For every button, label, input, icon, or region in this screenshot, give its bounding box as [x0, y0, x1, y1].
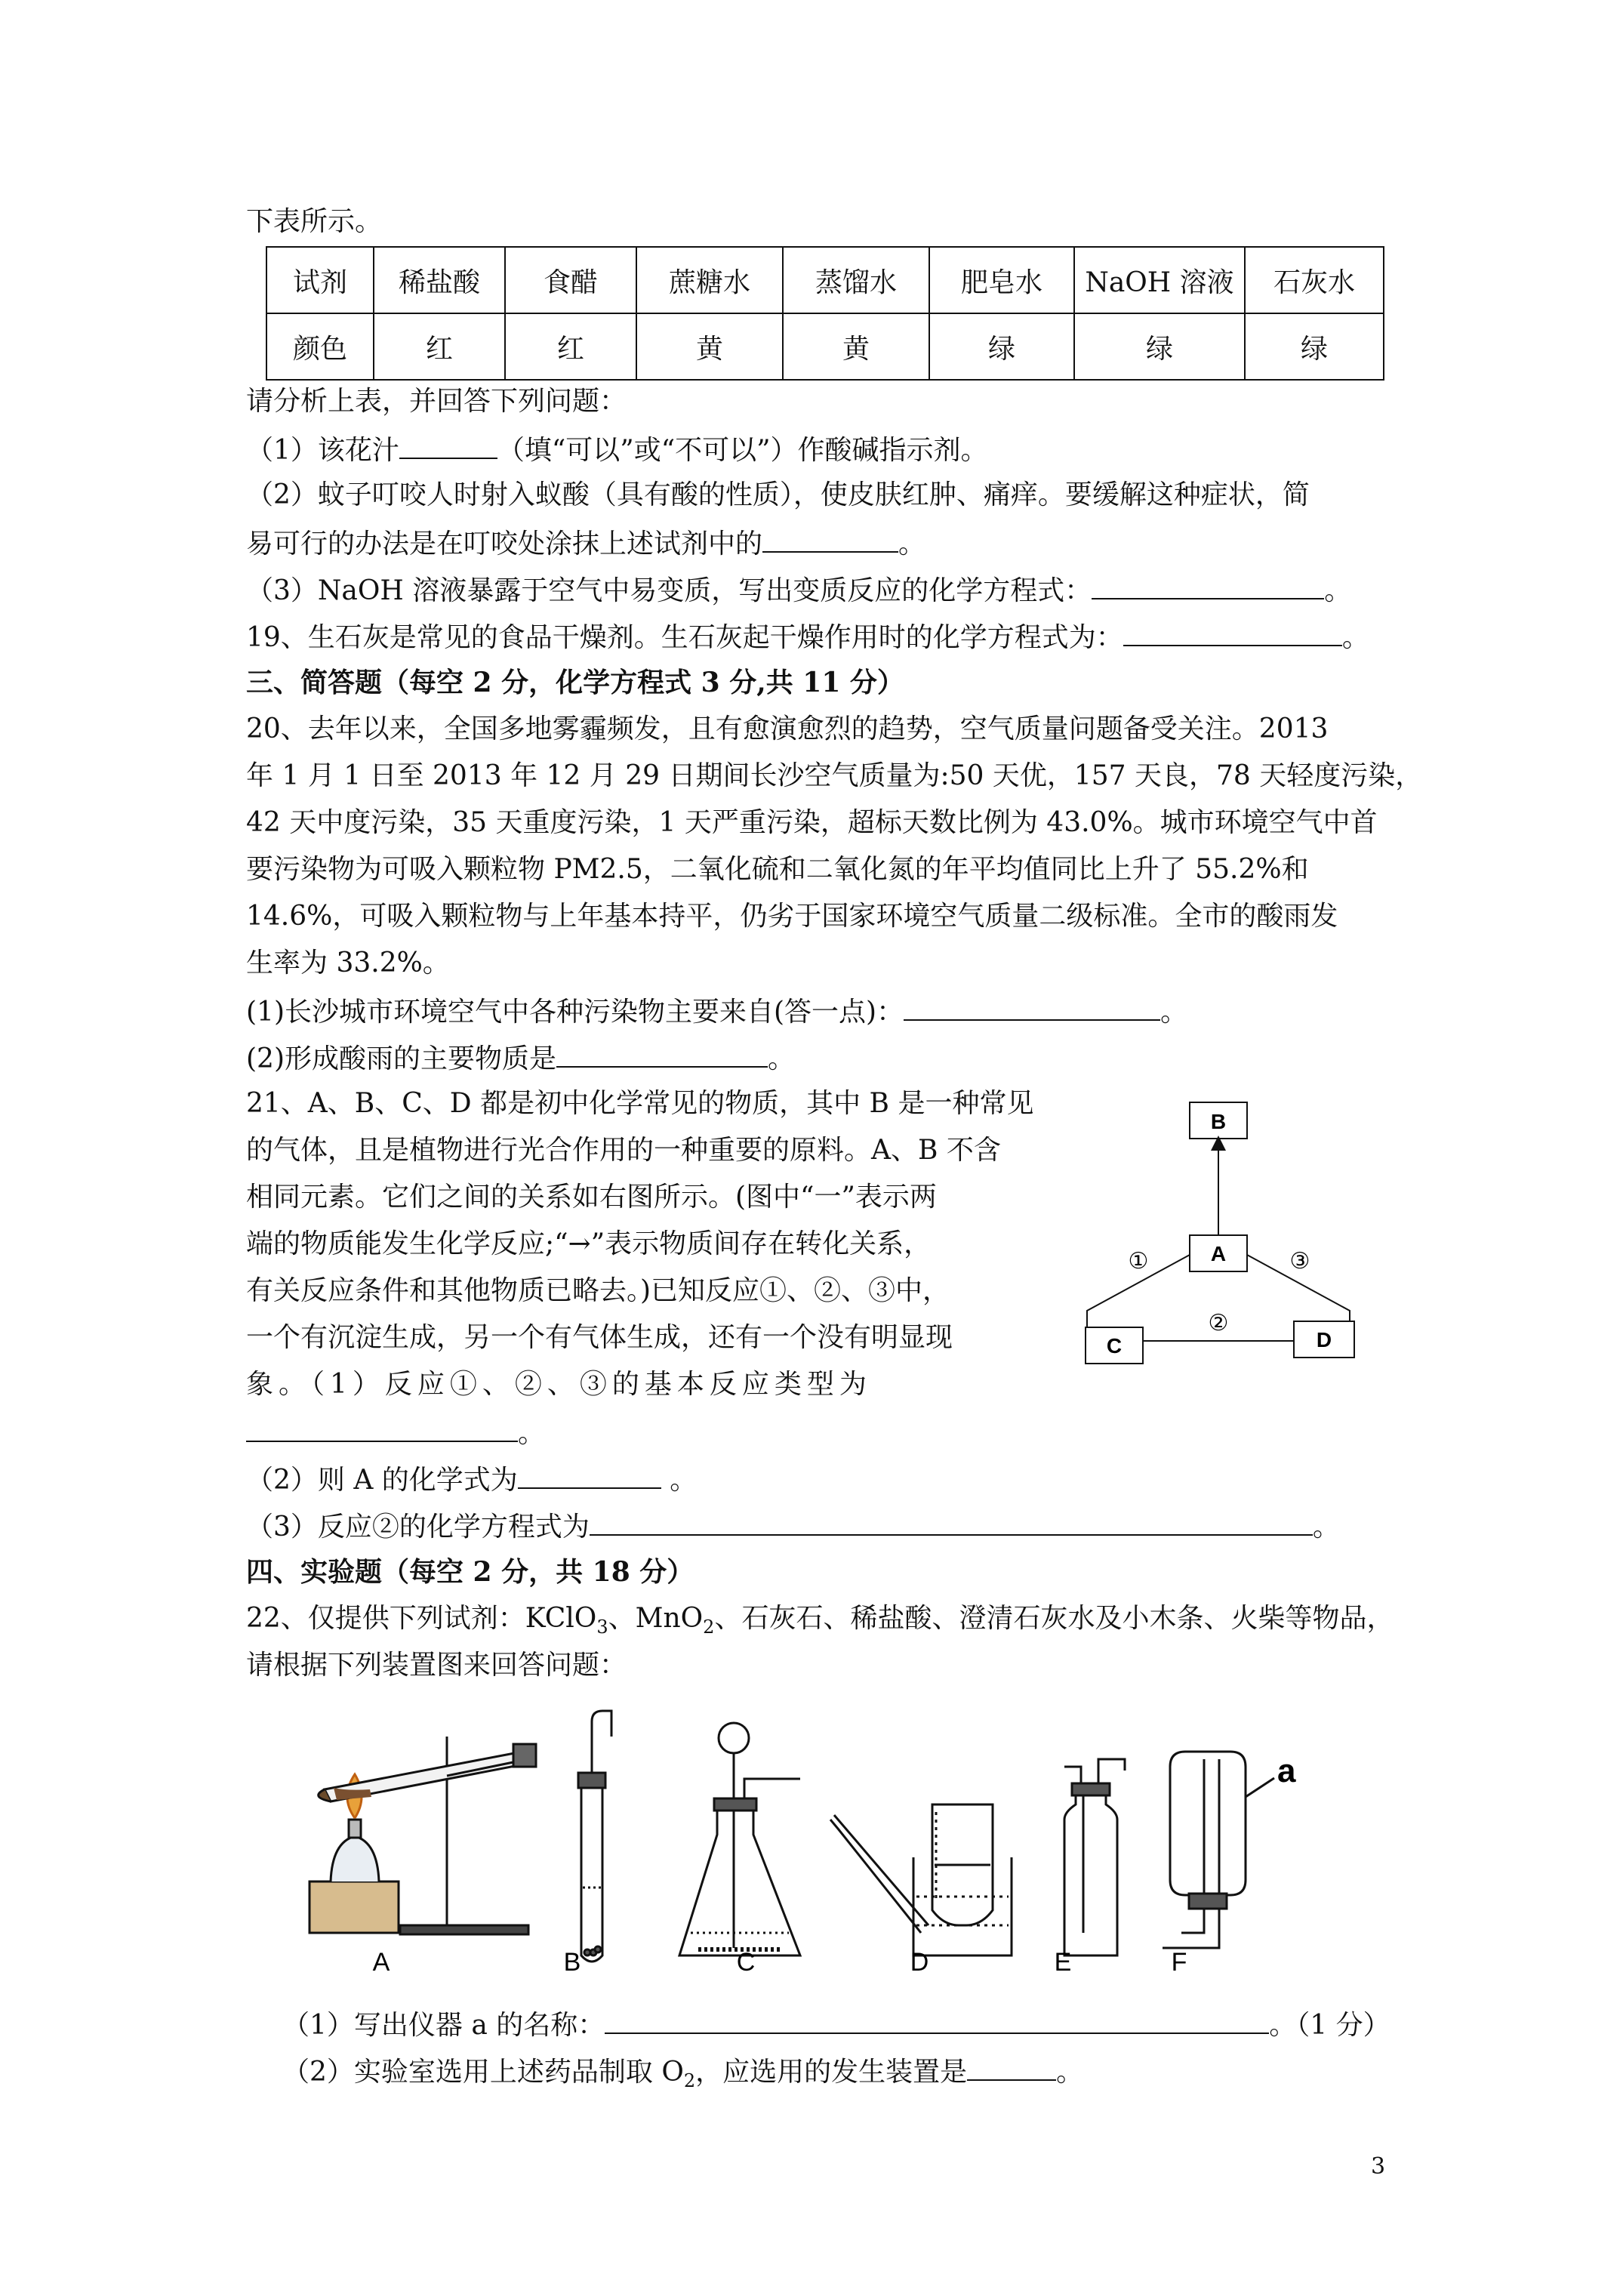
q20-line1: 20、去年以来，全国多地雾霾频发，且有愈演愈烈的趋势，空气质量问题备受关注。2013 [246, 713, 1329, 744]
reaction-3-label: ③ [1289, 1249, 1310, 1274]
q19-end: 。 [1341, 622, 1369, 653]
table-cell: 石灰水 [1245, 247, 1384, 313]
q22-part2-text: （2）实验室选用上述药品制取 O [282, 2057, 684, 2088]
q21-line5: 有关反应条件和其他物质已略去。)已知反应①、②、③中， [246, 1275, 950, 1306]
table-cell: 红 [505, 313, 636, 380]
table-cell: 颜色 [266, 313, 374, 380]
q21-part3-text: （3）反应②的化学方程式为 [246, 1512, 590, 1542]
q20-part2-text: (2)形成酸雨的主要物质是 [246, 1043, 556, 1074]
q20-part1 [246, 994, 1187, 1029]
q21-line8-end: 。 [518, 1418, 546, 1449]
table-row [266, 247, 1384, 313]
apparatus-a [310, 1737, 536, 1934]
apparatus-label-f: F [1171, 1948, 1187, 1977]
apparatus-label-e: E [1054, 1948, 1072, 1977]
q18-prompt: 请分析上表，并回答下列问题： [246, 386, 627, 417]
q20-line5: 14.6%，可吸入颗粒物与上年基本持平，仍劣于国家环境空气质量二级标准。全市的酸雨发 [246, 901, 1338, 932]
q22-part2-sub: 2 [683, 2070, 696, 2091]
q18-part2-line2 [246, 525, 925, 561]
q22-line1-sub: 3 [596, 1616, 608, 1638]
apparatus-c [679, 1723, 800, 1955]
q22-line1 [246, 1602, 1394, 1644]
q20-part1-text: (1)长沙城市环境空气中各种污染物主要来自(答一点)： [246, 997, 904, 1028]
table-cell: 蔗糖水 [636, 247, 783, 313]
section4-heading: 四、实验题（每空 2 分，共 18 分） [246, 1556, 694, 1588]
q22-line1-text-c: 、石灰石、稀盐酸、澄清石灰水及小木条、火柴等物品， [714, 1603, 1394, 1634]
q21-line4: 端的物质能发生化学反应;“→”表示物质间存在转化关系， [246, 1228, 932, 1259]
q19-text: 19、生石灰是常见的食品干燥剂。生石灰起干燥作用时的化学方程式为： [246, 622, 1123, 653]
q18-part3-end: 。 [1324, 575, 1352, 606]
answer-blank[interactable] [246, 1415, 518, 1442]
apparatus-label-c: C [736, 1948, 756, 1977]
answer-blank[interactable] [762, 525, 898, 553]
q21-part3-end: 。 [1312, 1512, 1340, 1542]
table-cell: 肥皂水 [929, 247, 1074, 313]
q22-part1-end: 。（1 分） [1269, 2010, 1390, 2041]
table-cell: 绿 [929, 313, 1074, 380]
q22-line1-text-b: 、MnO [608, 1603, 704, 1634]
node-a-label: A [1210, 1242, 1227, 1265]
q18-part2-text: 易可行的办法是在叮咬处涂抹上述试剂中的 [246, 529, 763, 559]
reaction-1-label: ① [1128, 1249, 1149, 1274]
table-row [266, 313, 1384, 380]
q22-line1-sub2: 2 [703, 1616, 715, 1638]
page-number: 3 [1371, 2153, 1386, 2180]
node-c-label: C [1106, 1334, 1123, 1358]
q22-line2: 请根据下列装置图来回答问题： [246, 1650, 627, 1681]
answer-blank[interactable] [605, 2007, 1269, 2034]
q22-line1-text: 22、仅提供下列试剂：KClO [246, 1603, 597, 1634]
q18-part1-text: （1）该花汁 [246, 435, 399, 466]
answer-blank[interactable] [590, 1509, 1313, 1536]
reagent-color-table [266, 246, 1384, 381]
reaction-2-label: ② [1208, 1311, 1229, 1336]
q22-part2-end: 。 [1056, 2057, 1084, 2088]
q20-part2 [246, 1040, 795, 1076]
answer-blank[interactable] [1123, 619, 1342, 646]
q22-part2-text-b: ，应选用的发生装置是 [695, 2057, 968, 2088]
apparatus-d [830, 1804, 1012, 1955]
q21-part2 [246, 1462, 697, 1497]
answer-blank[interactable] [904, 994, 1160, 1021]
relationship-diagram [1072, 1087, 1374, 1374]
q18-part2-line1: （2）蚊子叮咬人时射入蚁酸（具有酸的性质），使皮肤红肿、痛痒。要缓解这种症状，简 [246, 479, 1310, 510]
apparatus-f [1163, 1752, 1274, 1948]
apparatus-label-d: D [910, 1948, 929, 1977]
section3-heading: 三、简答题（每空 2 分，化学方程式 3 分,共 11 分） [246, 667, 904, 698]
node-b-label: B [1210, 1110, 1227, 1133]
q20-line2: 年 1 月 1 日至 2013 年 12 月 29 日期间长沙空气质量为:50 天优，157 天良，78 天轻度污染， [246, 760, 1423, 791]
q21-line3: 相同元素。它们之间的关系如右图所示。(图中“一”表示两 [246, 1182, 937, 1213]
answer-blank[interactable] [1092, 572, 1324, 599]
apparatus-label-a: A [372, 1948, 390, 1977]
apparatus-label-b: B [563, 1948, 581, 1977]
table-cell: 食醋 [505, 247, 636, 313]
q18-part2-end: 。 [898, 529, 926, 559]
q18-part3-text: （3）NaOH 溶液暴露于空气中易变质，写出变质反应的化学方程式： [246, 575, 1092, 606]
q21-line2: 的气体，且是植物进行光合作用的一种重要的原料。A、B 不含 [246, 1135, 1001, 1166]
answer-blank[interactable] [399, 432, 497, 459]
table-cell: 黄 [636, 313, 783, 380]
q21-part3 [246, 1509, 1340, 1544]
answer-blank[interactable] [967, 2054, 1056, 2081]
q20-line3: 42 天中度污染，35 天重度污染，1 天严重污染，超标天数比例为 43.0%。城市环境空气中首 [246, 807, 1378, 838]
q21-line1: 21、A、B、C、D 都是初中化学常见的物质，其中 B 是一种常见 [246, 1088, 1034, 1119]
apparatus-figure [287, 1706, 1359, 1978]
q21-line8 [246, 1415, 545, 1450]
table-cell: 绿 [1074, 313, 1245, 380]
table-cell: 试剂 [266, 247, 374, 313]
table-cell: NaOH 溶液 [1074, 247, 1245, 313]
q20-part2-end: 。 [768, 1043, 796, 1074]
q18-part1 [246, 432, 988, 467]
apparatus-b [578, 1711, 611, 1962]
q22-part2 [282, 2054, 1083, 2097]
q22-part1 [282, 2007, 1390, 2042]
table-cell: 红 [374, 313, 505, 380]
answer-blank[interactable] [518, 1462, 661, 1489]
table-cell: 绿 [1245, 313, 1384, 380]
apparatus-e [1064, 1759, 1125, 1955]
q21-part2-end: 。 [661, 1465, 698, 1496]
q18-part1-text-b: （填“可以”或“不可以”）作酸碱指示剂。 [497, 435, 988, 466]
q21-part2-text: （2）则 A 的化学式为 [246, 1465, 518, 1496]
q19-line [246, 619, 1369, 655]
q20-line4: 要污染物为可吸入颗粒物 PM2.5，二氧化硫和二氧化氮的年平均值同比上升了 55.2%和 [246, 854, 1309, 885]
table-cell: 黄 [783, 313, 929, 380]
q20-part1-end: 。 [1160, 997, 1188, 1028]
q22-part1-text: （1）写出仪器 a 的名称： [282, 2010, 605, 2041]
q21-line6: 一个有沉淀生成，另一个有气体生成，还有一个没有明显现 [246, 1322, 953, 1353]
answer-blank[interactable] [556, 1040, 768, 1068]
table-cell: 稀盐酸 [374, 247, 505, 313]
intro-line: 下表所示。 [246, 206, 383, 237]
table-cell: 蒸馏水 [783, 247, 929, 313]
apparatus-f-tube-label: a [1277, 1752, 1296, 1789]
q20-line6: 生率为 33.2%。 [246, 948, 450, 978]
q21-line7: 象。（1）反应①、②、③的基本反应类型为 [246, 1369, 872, 1400]
q18-part3 [246, 572, 1351, 608]
node-d-label: D [1316, 1328, 1332, 1351]
